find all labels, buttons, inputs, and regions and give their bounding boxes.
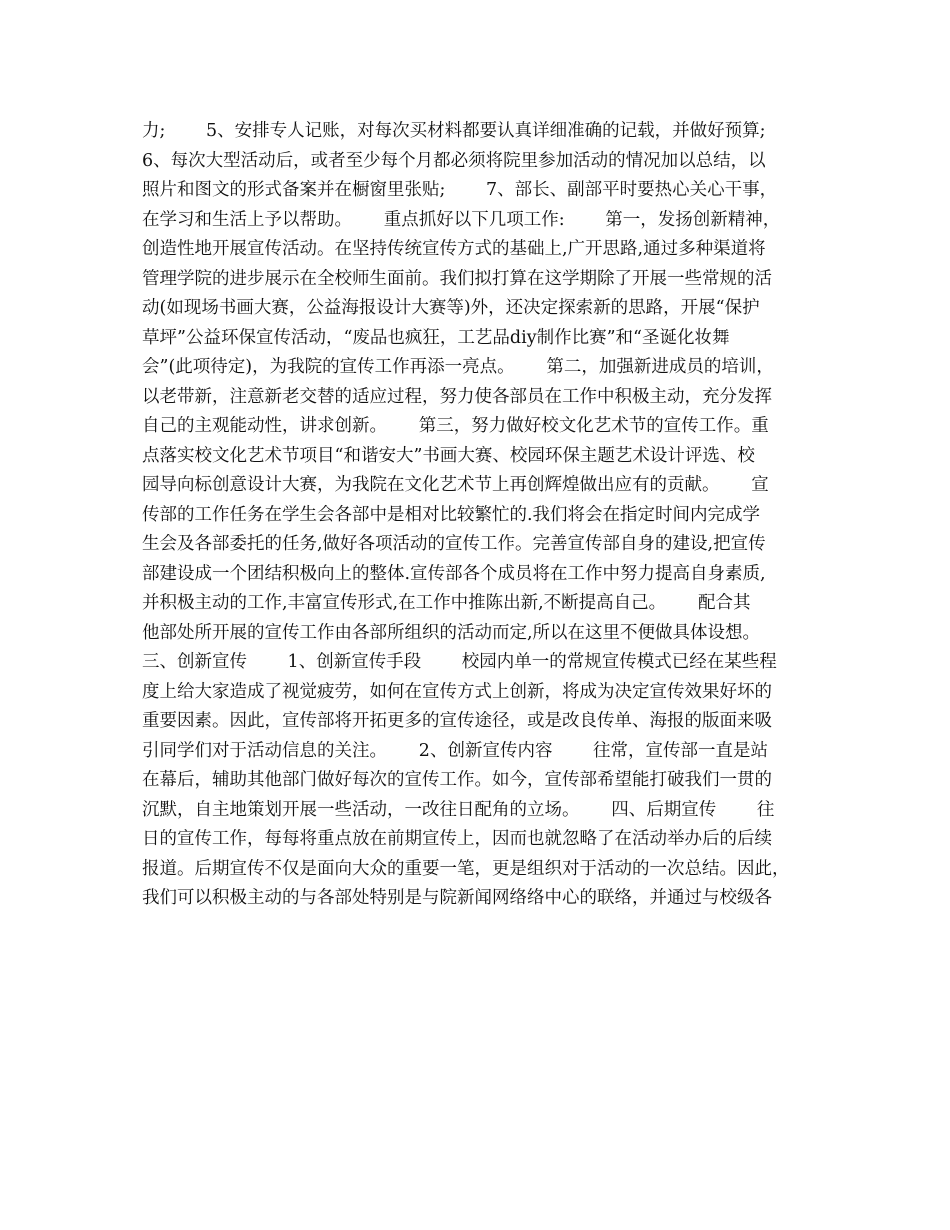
text-line: 创造性地开展宣传活动。在坚持传统宣传方式的基础上,广开思路,通过多种渠道将 xyxy=(142,239,766,259)
text-line: 度上给大家造成了视觉疲劳，如何在宣传方式上创新，将成为决定宣传效果好坏的 xyxy=(142,681,772,702)
text-line: 并积极主动的工作,丰富宣传形式,在工作中推陈出新,不断提高自己。 配合其 xyxy=(142,593,751,613)
text-line: 沉默，自主地策划开展一些活动，一改往日配角的立场。 四、后期宣传 往 xyxy=(142,799,775,820)
text-line: 草坪”公益环保宣传活动，“废品也疯狂，工艺品diy制作比赛”和“圣诞化妆舞 xyxy=(142,327,730,348)
text-line: 日的宣传工作，每每将重点放在前期宣传上，因而也就忽略了在活动举办后的后续 xyxy=(142,829,772,849)
text-line: 重要因素。因此，宣传部将开拓更多的宣传途径，或是改良传单、海报的版面来吸 xyxy=(142,711,772,731)
text-line: 三、创新宣传 1、创新宣传手段 校园内单一的常规宣传模式已经在某些程 xyxy=(142,652,777,672)
text-line: 园导向标创意设计大赛，为我院在文化艺术节上再创辉煌做出应有的贡献。 宣 xyxy=(142,475,769,495)
text-line: 在学习和生活上予以帮助。 重点抓好以下几项工作: 第一，发扬创新精神， xyxy=(142,209,781,230)
text-line: 自己的主观能动性，讲求创新。 第三，努力做好校文化艺术节的宣传工作。重 xyxy=(142,416,769,436)
text-line: 照片和图文的形式备案并在橱窗里张贴; 7、部长、副部平时要热心关心干事， xyxy=(142,180,778,200)
body-text xyxy=(142,117,832,914)
text-line: 部建设成一个团结积极向上的整体.宣传部各个成员将在工作中努力提高自身素质, xyxy=(142,563,766,584)
text-line: 报道。后期宣传不仅是面向大众的重要一笔，更是组织对于活动的一次总结。因此， xyxy=(142,858,790,879)
text-line: 引同学们对于活动信息的关注。 2、创新宣传内容 往常，宣传部一直是站 xyxy=(142,740,769,761)
text-line: 6、每次大型活动后，或者至少每个月都必须将院里参加活动的情况加以总结，以 xyxy=(142,150,766,171)
text-line: 生会及各部委托的任务,做好各项活动的宣传工作。完善宣传部自身的建设,把宣传 xyxy=(142,534,766,554)
text-line: 我们可以积极主动的与各部处特别是与院新闻网络络中心的联络，并通过与校级各 xyxy=(142,888,772,908)
text-line: 力; 5、安排专人记账，对每次买材料都要认真详细准确的记载，并做好预算; xyxy=(142,121,766,141)
text-line: 传部的工作任务在学生会各部中是相对比较繁忙的.我们将会在指定时间内完成学 xyxy=(142,504,761,525)
text-line: 点落实校文化艺术节项目“和谐安大”书画大赛、校园环保主题艺术设计评选、校 xyxy=(142,445,755,466)
text-line: 会”(此项待定)，为我院的宣传工作再添一亮点。 第二，加强新进成员的培训， xyxy=(142,357,774,377)
text-line: 以老带新，注意新老交替的适应过程，努力使各部员在工作中积极主动，充分发挥 xyxy=(142,386,772,407)
text-line: 在幕后，辅助其他部门做好每次的宣传工作。如今，宣传部希望能打破我们一贯的 xyxy=(142,770,772,790)
text-line: 他部处所开展的宣传工作由各部所组织的活动而定,所以在这里不便做具体设想。 xyxy=(142,622,761,643)
text-line: 动(如现场书画大赛，公益海报设计大赛等)外，还决定探索新的思路，开展“保护 xyxy=(142,298,760,318)
text-line: 管理学院的进步展示在全校师生面前。我们拟打算在这学期除了开展一些常规的活 xyxy=(142,268,772,289)
